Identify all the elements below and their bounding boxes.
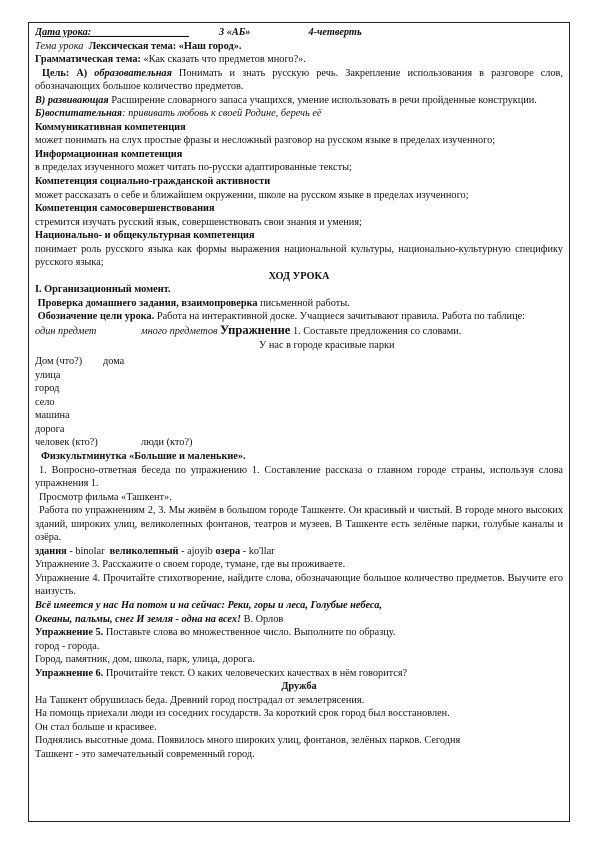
exercise-5-text: Поставьте слова во множественное число. Выполните по образцу. xyxy=(105,627,396,639)
competence-text: понимает роль русского языка как формы выражения национальной культуры, национально-культурную специфику русского языка; xyxy=(35,243,563,269)
exercise-6-text: Прочитайте текст. О каких человеческих качествах в нём говорится? xyxy=(105,667,408,679)
goal-label-em: образовательная xyxy=(94,67,172,79)
grammar-value: «Как сказать что предметов много?». xyxy=(143,54,306,66)
word-single: человек (кто?) xyxy=(35,437,98,449)
word-row: дорога xyxy=(35,423,65,435)
lesson-heading: ХОД УРОКА xyxy=(268,270,330,282)
competence-title: Национально- и общекультурная компетенция xyxy=(35,230,255,242)
word-row xyxy=(35,436,563,450)
word-row: село xyxy=(35,396,55,408)
goal-a xyxy=(35,67,563,94)
vocabulary-line xyxy=(35,545,563,559)
topic-label: Тема урока xyxy=(35,40,84,52)
competence-title: Информационная компетенция xyxy=(35,148,183,160)
topic-value: Лексическая тема: «Наш город». xyxy=(88,40,242,52)
story-title: Дружба xyxy=(281,681,317,693)
exercise-6 xyxy=(35,667,563,681)
goal-label: Цель: А) xyxy=(42,67,88,79)
exercise-label: Упражнение xyxy=(220,324,291,338)
goal-text: Понимать и знать русскую речь. Закрепление использования в разговоре слов, обозначающих большое количество предметов. xyxy=(35,67,563,93)
vocab-word: здания xyxy=(35,545,67,557)
paragraph-2: Просмотр фильма «Ташкент». xyxy=(39,491,172,503)
goal-b-label: В) развивающая xyxy=(35,94,109,106)
word-plural: дома xyxy=(103,356,125,368)
goal-c-text: : прививать любовь к своей Родине, беречь её xyxy=(122,108,322,120)
exercise-5-label: Упражнение 5. xyxy=(35,627,104,639)
vocab-translation: - ko'llar xyxy=(242,545,275,557)
goal-c-label: Б)воспитательная xyxy=(35,108,123,120)
lesson-plan-page xyxy=(28,22,570,822)
poem-text: Океаны, пальмы, снег И земля - одна на всех! xyxy=(35,613,242,625)
word-plural: люди (кто?) xyxy=(141,437,193,449)
one-item-label: один предмет xyxy=(35,326,97,338)
exercise-6-label: Упражнение 6. xyxy=(35,667,104,679)
goal-c xyxy=(35,107,563,121)
homework-bold: Проверка домашнего задания, взаимопроверка xyxy=(37,297,258,309)
story-line: На помощь приехали люди из соседних государств. За короткий срок город был восстановлен. xyxy=(35,708,450,720)
story-line: На Ташкент обрушилась беда. Древний город пострадал от землетрясения. xyxy=(35,694,365,706)
vocab-word: великолепный xyxy=(109,545,179,557)
grammar-label: Грамматическая тема: xyxy=(35,54,141,66)
header-line xyxy=(35,26,563,40)
story-line: Он стал больше и красивее. xyxy=(35,721,157,733)
homework-rest: письменной работы. xyxy=(260,297,350,309)
exercise-5-sample: город - города. xyxy=(35,640,100,652)
lesson-goal-bold: Обозначение цели урока. xyxy=(37,311,155,323)
story-line: Ташкент - это замечательный современный город. xyxy=(35,748,255,760)
quarter-label: 4-четверть xyxy=(308,27,362,38)
exercise-text: 1. Составьте предложения со словами. xyxy=(292,326,462,338)
word-single: Дом (что?) xyxy=(35,356,83,368)
poem-line-1: Всё имеется у нас На потом и на сейчас: Реки, горы и леса, Голубые небеса, xyxy=(35,599,382,611)
sample-sentence: У нас в городе красивые парки xyxy=(259,339,395,351)
vocab-word: озера xyxy=(215,545,241,557)
competence-title: Компетенция социально-гражданской активности xyxy=(35,176,271,188)
exercise-3: Упражнение 3. Расскажите о своем городе, тумане, где вы проживаете. xyxy=(35,559,346,571)
exercise-4: Упражнение 4. Прочитайте стихотворение, найдите слова, обозначающие большое количество предметов. Выучите его наизусть. xyxy=(35,572,563,598)
paragraph-3: Работа по упражнениям 2, 3. Мы живём в большом городе Ташкенте. Он красивый и чистый. В городе много высоких зданий, широких улиц, великолепных фонтанов, театров и музеев. В Ташкенте есть зелёные парки, голубые каналы и озёра. xyxy=(35,505,563,544)
word-row xyxy=(35,355,563,369)
competence-title: Компетенция самосовершенствования xyxy=(35,203,215,215)
fizminutka: Физкультминутка «Большие и маленькие». xyxy=(41,450,246,462)
poem-author: В. Орлов xyxy=(243,613,284,625)
word-row: машина xyxy=(35,410,70,422)
class-label: 3 «АБ» xyxy=(219,27,251,38)
goal-b xyxy=(35,94,563,108)
competence-text: может рассказать о себе и ближайшем окружении, школе на русском языке в пределах изученного; xyxy=(35,189,469,201)
competence-text: может понимать на слух простые фразы и несложный разговор на русском языке в пределах изученного; xyxy=(35,135,496,147)
topic-line xyxy=(35,40,563,54)
vocab-translation: - binolar xyxy=(69,545,105,557)
lesson-goal-rest: Работа на интерактивной доске. Учащиеся зачитывают правила. Работа по таблице: xyxy=(156,311,526,323)
paragraph-1: 1. Вопросно-ответная беседа по упражнению 1. Составление рассказа о главном городе страны, используя слова упражнения 1. xyxy=(35,464,563,490)
org-moment: I. Организационный момент. xyxy=(35,284,171,296)
word-row: улица xyxy=(35,369,61,381)
vocab-translation: - ajoyib xyxy=(181,545,213,557)
table-header-line xyxy=(35,324,563,339)
poem-line-2 xyxy=(35,613,563,627)
word-row: город xyxy=(35,383,60,395)
word-table xyxy=(35,355,563,450)
grammar-line xyxy=(35,53,563,67)
story-line: Поднялись высотные дома. Появилось много широких улиц, фонтанов, зелёных парков. Сегодня xyxy=(35,735,461,747)
competence-title: Коммуникативная компетенция xyxy=(35,121,186,133)
date-label: Дата урока:___________________ xyxy=(35,27,190,38)
lesson-goal xyxy=(35,310,563,324)
competence-text: в пределах изученного может читать по-русски адаптированные тексты; xyxy=(35,162,352,174)
goal-b-text: Расширение словарного запаса учащихся, умение использовать в речи пройденные конструкции. xyxy=(111,94,537,106)
exercise-5 xyxy=(35,626,563,640)
many-items-label: много предметов xyxy=(141,326,218,338)
homework-line xyxy=(35,297,563,311)
exercise-5-words: Город, памятник, дом, школа, парк, улица, дорога. xyxy=(35,654,255,666)
competence-text: стремится изучать русский язык, совершенствовать свои знания и умения; xyxy=(35,216,362,228)
